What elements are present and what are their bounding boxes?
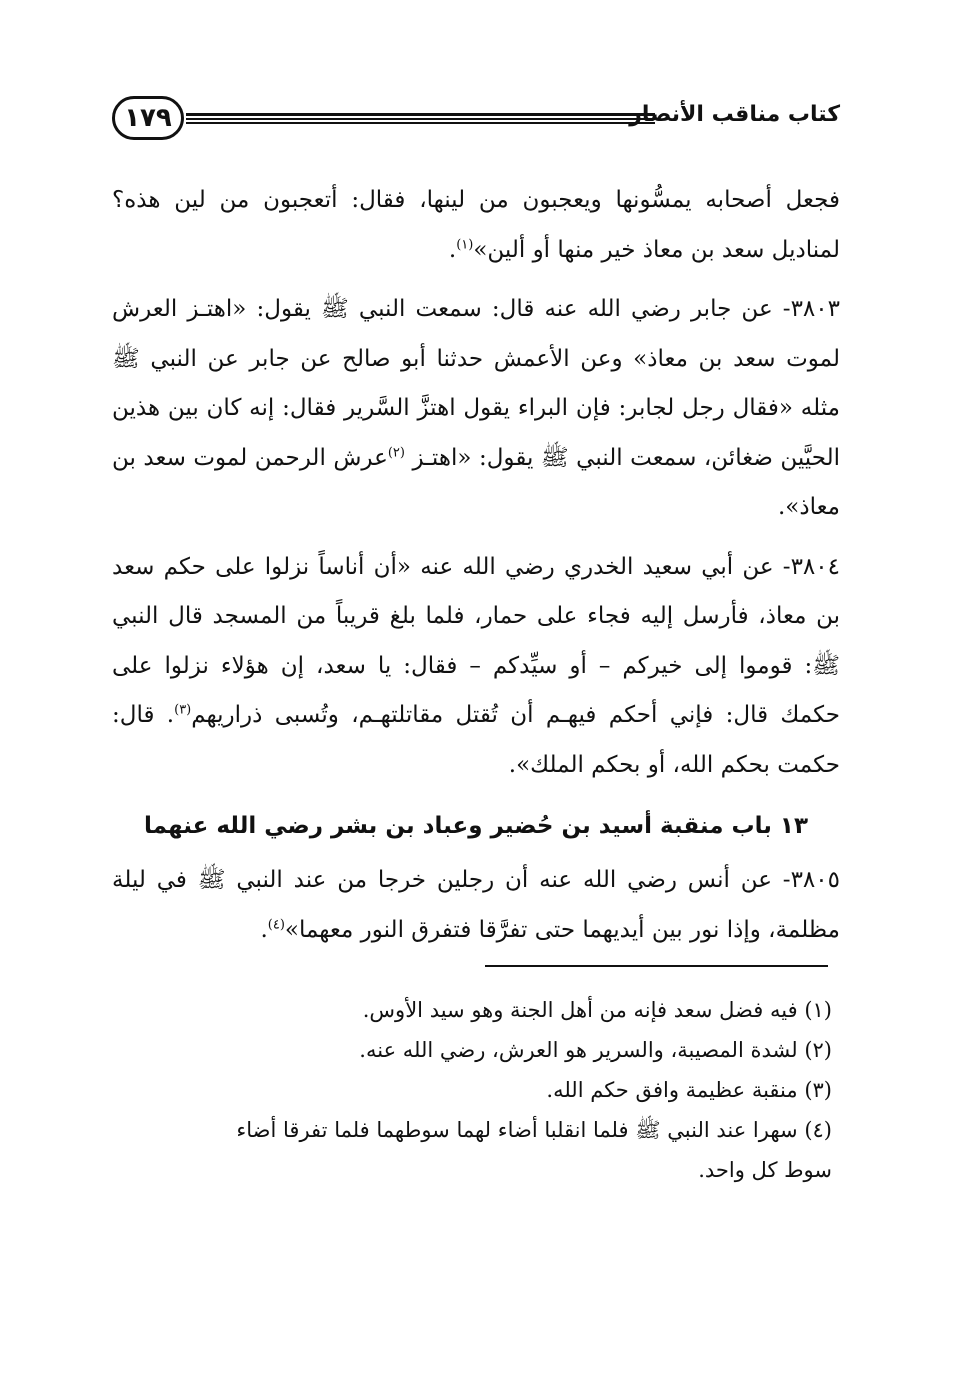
footnote-text: سهرا عند النبي ﷺ فلما انقلبا أضاء لهما سوطهما فلما تفرقا أضاء: [236, 1118, 798, 1142]
footnote-separator: [485, 965, 828, 967]
footnote-text: منقبة عظيمة وافق حكم الله.: [546, 1078, 798, 1102]
footnote-2: [112, 1030, 832, 1070]
footnote-1: [112, 990, 832, 1030]
paragraph-text: فجعل أصحابه يمسُّونها ويعجبون من لينها، فقال: أتعجبون من لين هذه؟ لمناديل سعد بن معاذ خير منها أو ألين»: [112, 187, 840, 263]
paragraph-text: ٣٨٠٣- عن جابر رضي الله عنه قال: سمعت النبي ﷺ يقول: «اهتـز العرش لموت سعد بن معاذ» وعن الأعمش حدثنا أبو صالح عن جابر عن النبي ﷺ مثله «فقال رجل لجابر: فإن البراء يقول اهتزَّ السَّرير فقال: إنه كان بين هذين الحيَّين ضغائن، سمعت النبي ﷺ يقول: «اهتـز: [112, 296, 840, 471]
footnote-number: (٣): [804, 1078, 832, 1102]
footnote-3: [112, 1070, 832, 1110]
paragraph-text: عرش الرحمن لموت سعد بن معاذ».: [112, 444, 840, 520]
footnote-ref: (٤): [267, 916, 285, 932]
footnote-number: (١): [804, 998, 832, 1022]
footnote-4: [112, 1110, 832, 1150]
paragraph-end: .: [260, 916, 268, 943]
hadith-3803: [112, 285, 840, 533]
paragraph-text: . قال: حكمت بحكم الله، أو بحكم الملك».: [112, 702, 840, 778]
footnote-4-continuation: سوط كل واحد.: [698, 1158, 832, 1182]
footnote-number: (٤): [804, 1118, 832, 1142]
paragraph-text: ٣٨٠٤- عن أبي سعيد الخدري رضي الله عنه «أن أناساً نزلوا على حكم سعد بن معاذ، فأرسل إليه فجاء على حمار، فلما بلغ قريباً من المسجد قال النبي ﷺ: قوموا إلى خيركم – أو سيِّدكم – فقال: يا سعد، إن هؤلاء نزلوا على حكمك قال: فإني أحكم فيهـم أن تُقتل مقاتلتهـم، وتُسبى ذراريهم: [112, 553, 840, 728]
footnotes: [112, 990, 832, 1190]
book-title: كتاب مناقب الأنصار: [629, 102, 840, 127]
paragraph-continuation: [112, 176, 840, 275]
footnote-ref: (٢): [387, 444, 405, 460]
footnote-text: فيه فضل سعد فإنه من أهل الجنة وهو سيد الأوس.: [362, 998, 798, 1022]
paragraph-text: ٣٨٠٥- عن أنس رضي الله عنه أن رجلين خرجا من عند النبي ﷺ في ليلة مظلمة، وإذا نور بين أيديهما حتى تفرَّقا فتفرق النور معهما»: [112, 867, 840, 943]
footnote-ref: (٣): [174, 702, 192, 718]
paragraph-end: .: [448, 236, 457, 263]
hadith-3804: [112, 543, 840, 791]
main-text: [112, 176, 840, 965]
page-header: [112, 96, 840, 146]
chapter-heading: ١٣ باب منقبة أسيد بن حُضير وعباد بن بشر رضي الله عنهما: [144, 813, 808, 839]
page-number: ١٧٩: [112, 96, 184, 140]
hadith-3805: [112, 856, 840, 955]
header-rule: [186, 113, 655, 125]
footnote-text: لشدة المصيبة، والسرير هو العرش، رضي الله عنه.: [359, 1038, 798, 1062]
footnote-number: (٢): [804, 1038, 832, 1062]
footnote-ref: (١): [456, 236, 474, 252]
